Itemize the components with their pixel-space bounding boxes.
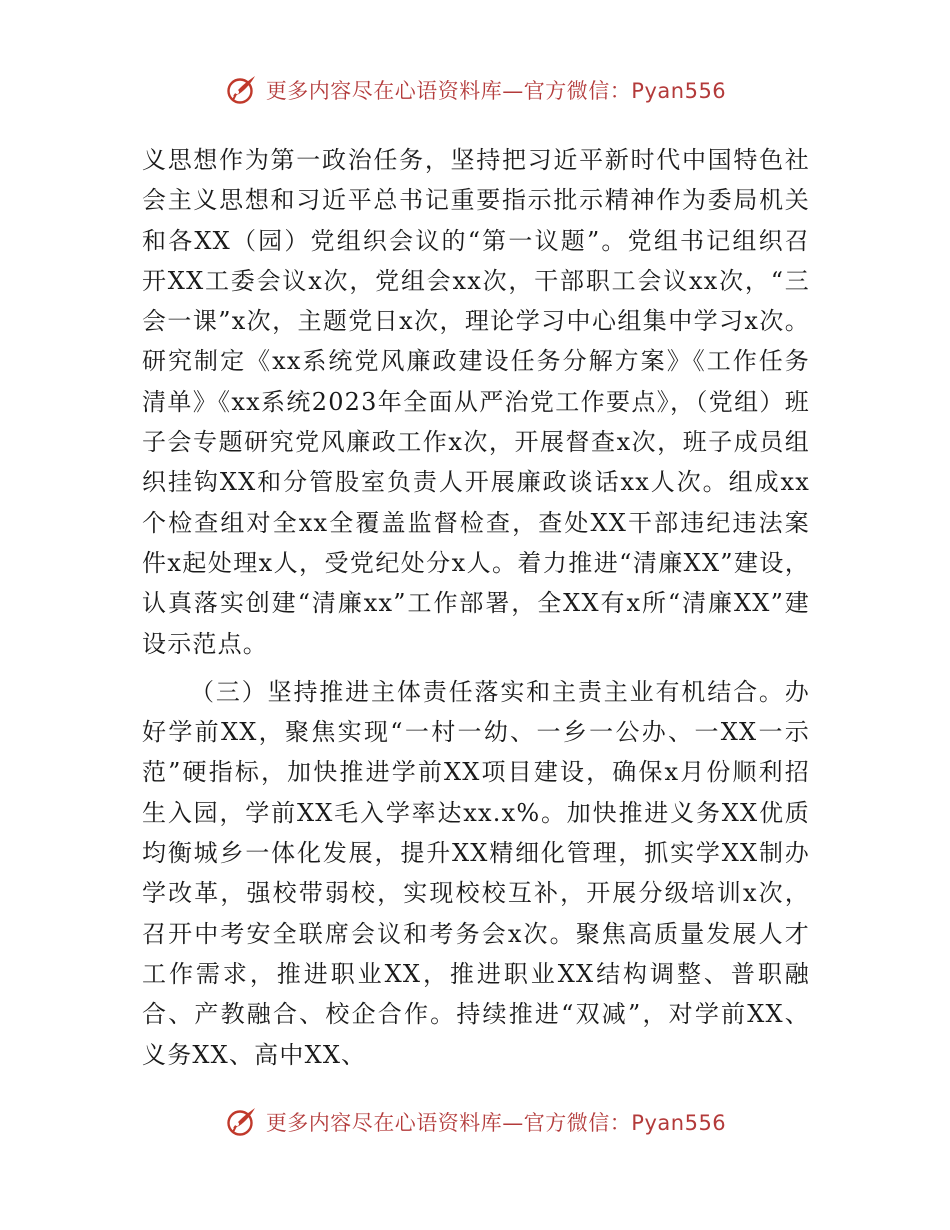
body-paragraph-1: 义思想作为第一政治任务，坚持把习近平新时代中国特色社会主义思想和习近平总书记重要指示批示精神作为委局机关和各XX（园）党组织会议的“第一议题”。党组书记组织召开XX工委会议x次，党组会xx次，干部职工会议xx次，“三会一课”x次，主题党日x次，理论学习中心组集中学习x次。研究制定《xx系统党风廉政建设任务分解方案》《工作任务清单》《xx系统2023年全面从严治党工作要点》，（党组）班子会专题研究党风廉政工作x次，开展督查x次，班子成员组织挂钩XX和分管股室负责人开展廉政谈话xx人次。组成xx个检查组对全xx全覆盖监督检查，查处XX干部违纪违法案件x起处理x人，受党纪处分x人。着力推进“清廉XX”建设，认真落实创建“清廉xx”工作部署，全XX有x所“清廉XX”建设示范点。 xyxy=(142,146,810,658)
footer-banner-text: 更多内容尽在心语资料库—官方微信：Pyan556 xyxy=(265,1111,727,1135)
header-banner-text: 更多内容尽在心语资料库—官方微信：Pyan556 xyxy=(265,79,727,103)
body-paragraph-2: （三）坚持推进主体责任落实和主责主业有机结合。办好学前XX，聚焦实现“一村一幼、一乡一公办、一XX一示范”硬指标，加快推进学前XX项目建设，确保x月份顺利招生入园，学前XX毛入学率达xx.x%。加快推进义务XX优质均衡城乡一体化发展，提升XX精细化管理，抓实学XX制办学改革，强校带弱校，实现校校互补，开展分级培训x次，召开中考安全联席会议和考务会x次。聚焦高质量发展人才工作需求，推进职业XX，推进职业XX结构调整、普职融合、产教融合、校企合作。持续推进“双减”，对学前XX、义务XX、高中XX、 xyxy=(142,677,810,1069)
header-banner xyxy=(0,70,950,110)
document-body xyxy=(142,140,810,1075)
quill-pen-circle-logo-icon xyxy=(224,1105,258,1139)
footer-banner xyxy=(0,1102,950,1142)
quill-pen-circle-logo-icon xyxy=(224,73,258,107)
